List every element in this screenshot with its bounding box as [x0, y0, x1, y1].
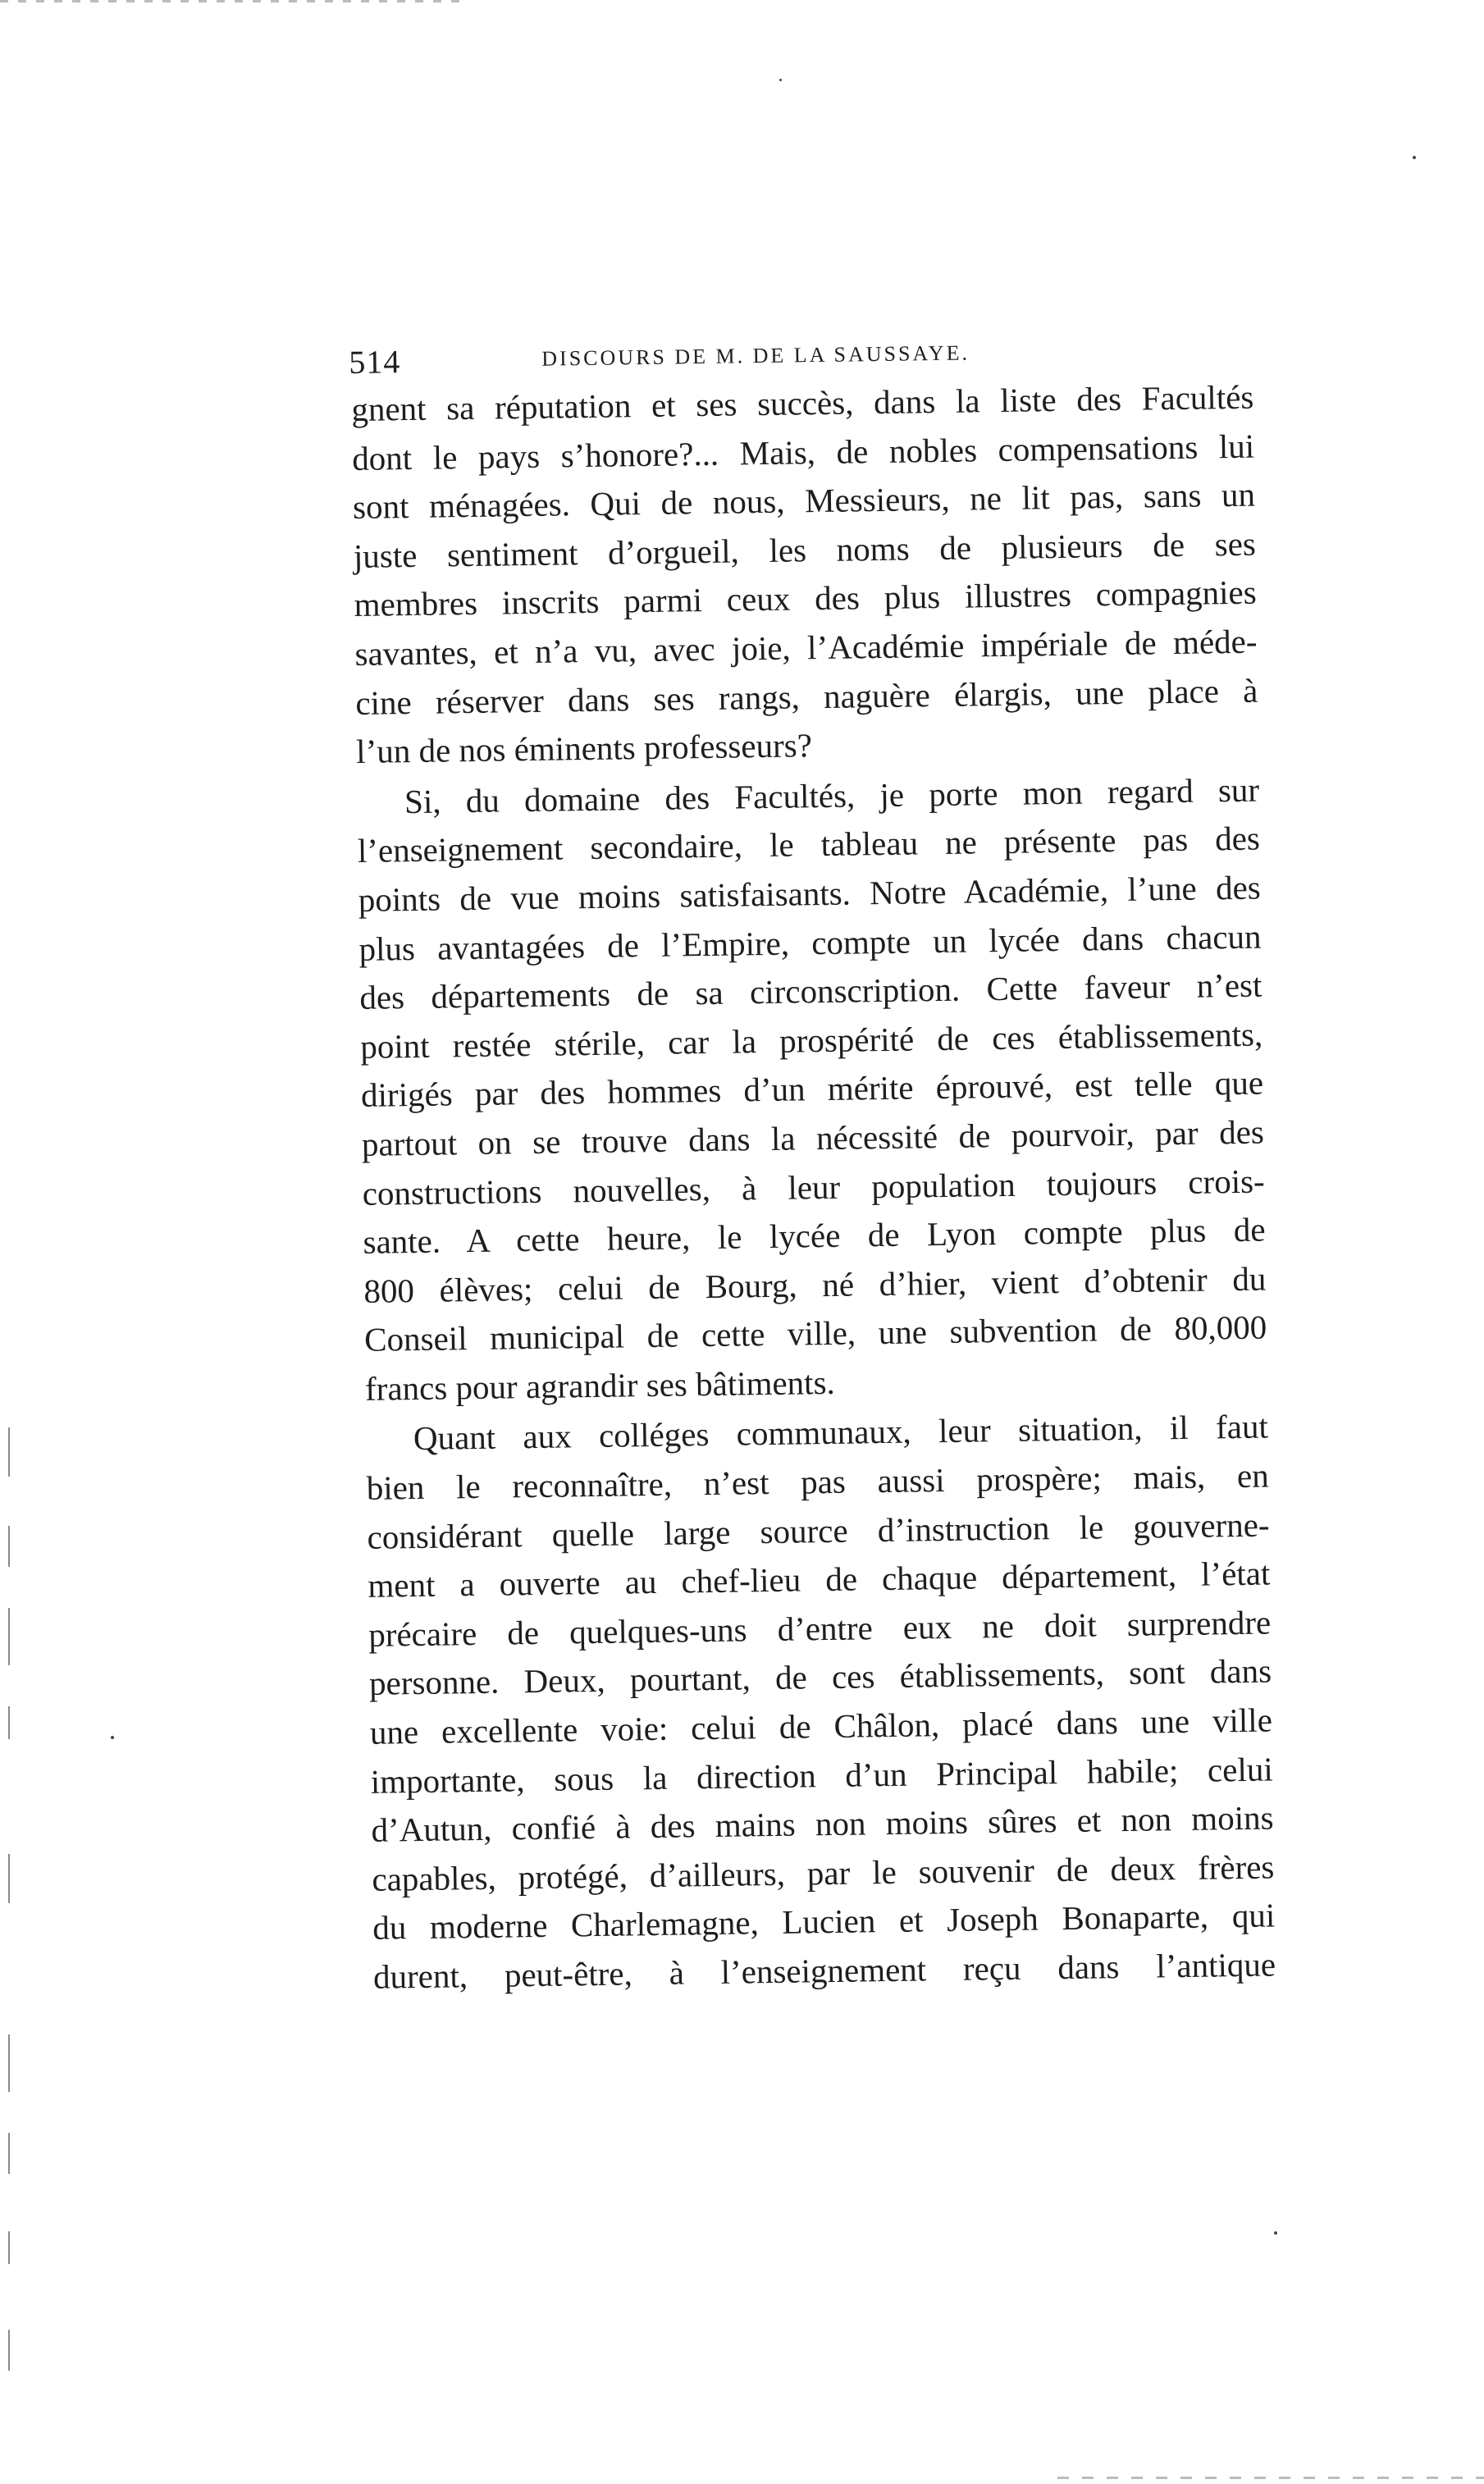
text-line: durent, peut-être, à l’enseignement reçu dans l’antique: [372, 1945, 1276, 1996]
text-line: 800 élèves; celui de Bourg, né d’hier, vient d’obtenir du: [363, 1259, 1267, 1310]
running-title: DISCOURS DE M. DE LA SAUSSAYE.: [541, 340, 970, 371]
text-line: juste sentiment d’orgueil, les noms de plusieurs de ses: [353, 524, 1257, 575]
text-line: précaire de quelques-uns d’entre eux ne doit surprendre: [368, 1603, 1272, 1654]
text-line: dont le pays s’honore?... Mais, de nobles compensations lui: [351, 427, 1255, 477]
text-line: une excellente voie: celui de Châlon, placé dans une ville: [369, 1701, 1273, 1751]
text-line: personne. Deux, pourtant, de ces établissements, sont dans: [368, 1651, 1272, 1703]
scan-margin-mark: [8, 2231, 10, 2264]
text-line: sont ménagées. Qui de nous, Messieurs, ne lit pas, sans un: [352, 475, 1256, 527]
scan-speck: [1413, 156, 1416, 159]
text-line: points de vue moins satisfaisants. Notre Académie, l’une des: [358, 868, 1261, 919]
text-line: des départements de sa circonscription. Cette faveur n’est: [359, 966, 1263, 1017]
scan-speck: [1274, 2231, 1277, 2235]
text-line: Quant aux colléges communaux, leur situation, il faut: [413, 1407, 1269, 1458]
body-text: [351, 373, 1276, 2004]
text-line: Si, du domaine des Facultés, je porte mon regard sur: [404, 770, 1260, 820]
scan-margin-mark: [8, 2330, 10, 2371]
text-line: cine réserver dans ses rangs, naguère élargis, une place à: [355, 671, 1258, 722]
text-line: constructions nouvelles, à leur population toujours crois-: [362, 1162, 1265, 1212]
text-line: savantes, et n’a vu, avec joie, l’Académie impériale de méde-: [354, 622, 1258, 673]
text-line: considérant quelle large source d’instruction le gouverne-: [367, 1505, 1270, 1556]
text-line: capables, protégé, d’ailleurs, par le souvenir de deux frères: [372, 1847, 1275, 1898]
text-line: l’enseignement secondaire, le tableau ne présente pas des: [357, 819, 1261, 870]
page-number: 514: [349, 343, 401, 381]
text-line: bien le reconnaître, n’est pas aussi prospère; mais, en: [366, 1456, 1269, 1507]
text-line: Conseil municipal de cette ville, une subvention de 80,000: [363, 1308, 1267, 1359]
text-line: membres inscrits parmi ceux des plus illustres compagnies: [354, 573, 1257, 624]
text-line: sante. A cette heure, le lycée de Lyon compte plus de: [363, 1210, 1266, 1261]
paragraph: [357, 765, 1268, 1413]
paragraph: [351, 373, 1259, 777]
text-line: importante, sous la direction d’un Principal habile; celui: [370, 1750, 1273, 1801]
scan-margin-mark: [8, 2034, 10, 2092]
scan-margin-mark: [8, 1854, 10, 1903]
scan-margin-mark: [8, 1706, 10, 1739]
text-line: l’un de nos éminents professeurs?: [355, 726, 813, 771]
text-line: ment a ouverte au chef-lieu de chaque département, l’état: [368, 1554, 1271, 1605]
text-line: francs pour agrandir ses bâtiments.: [364, 1363, 836, 1408]
scan-margin-mark: [8, 1427, 10, 1477]
scan-edge-noise-bottom: [1057, 2477, 1484, 2479]
text-line: point restée stérile, car la prospérité de ces établissements,: [359, 1015, 1263, 1066]
text-line: d’Autun, confié à des mains non moins sûres et non moins: [371, 1798, 1274, 1850]
scan-margin-mark: [8, 1526, 10, 1567]
scan-margin-mark: [8, 1608, 10, 1665]
scan-margin-mark: [8, 2133, 10, 2174]
scan-speck: [111, 1736, 114, 1739]
scan-speck: [779, 79, 782, 81]
paragraph: [366, 1403, 1276, 2002]
scan-edge-noise-top: [0, 0, 459, 2]
text-line: partout on se trouve dans la nécessité de pourvoir, par des: [361, 1112, 1265, 1163]
text-line: du moderne Charlemagne, Lucien et Joseph Bonaparte, qui: [372, 1896, 1276, 1947]
text-line: dirigés par des hommes d’un mérite éprouvé, est telle que: [360, 1063, 1264, 1115]
text-line: gnent sa réputation et ses succès, dans la liste des Facultés: [351, 377, 1254, 428]
text-line: plus avantagées de l’Empire, compte un lycée dans chacun: [358, 917, 1262, 968]
